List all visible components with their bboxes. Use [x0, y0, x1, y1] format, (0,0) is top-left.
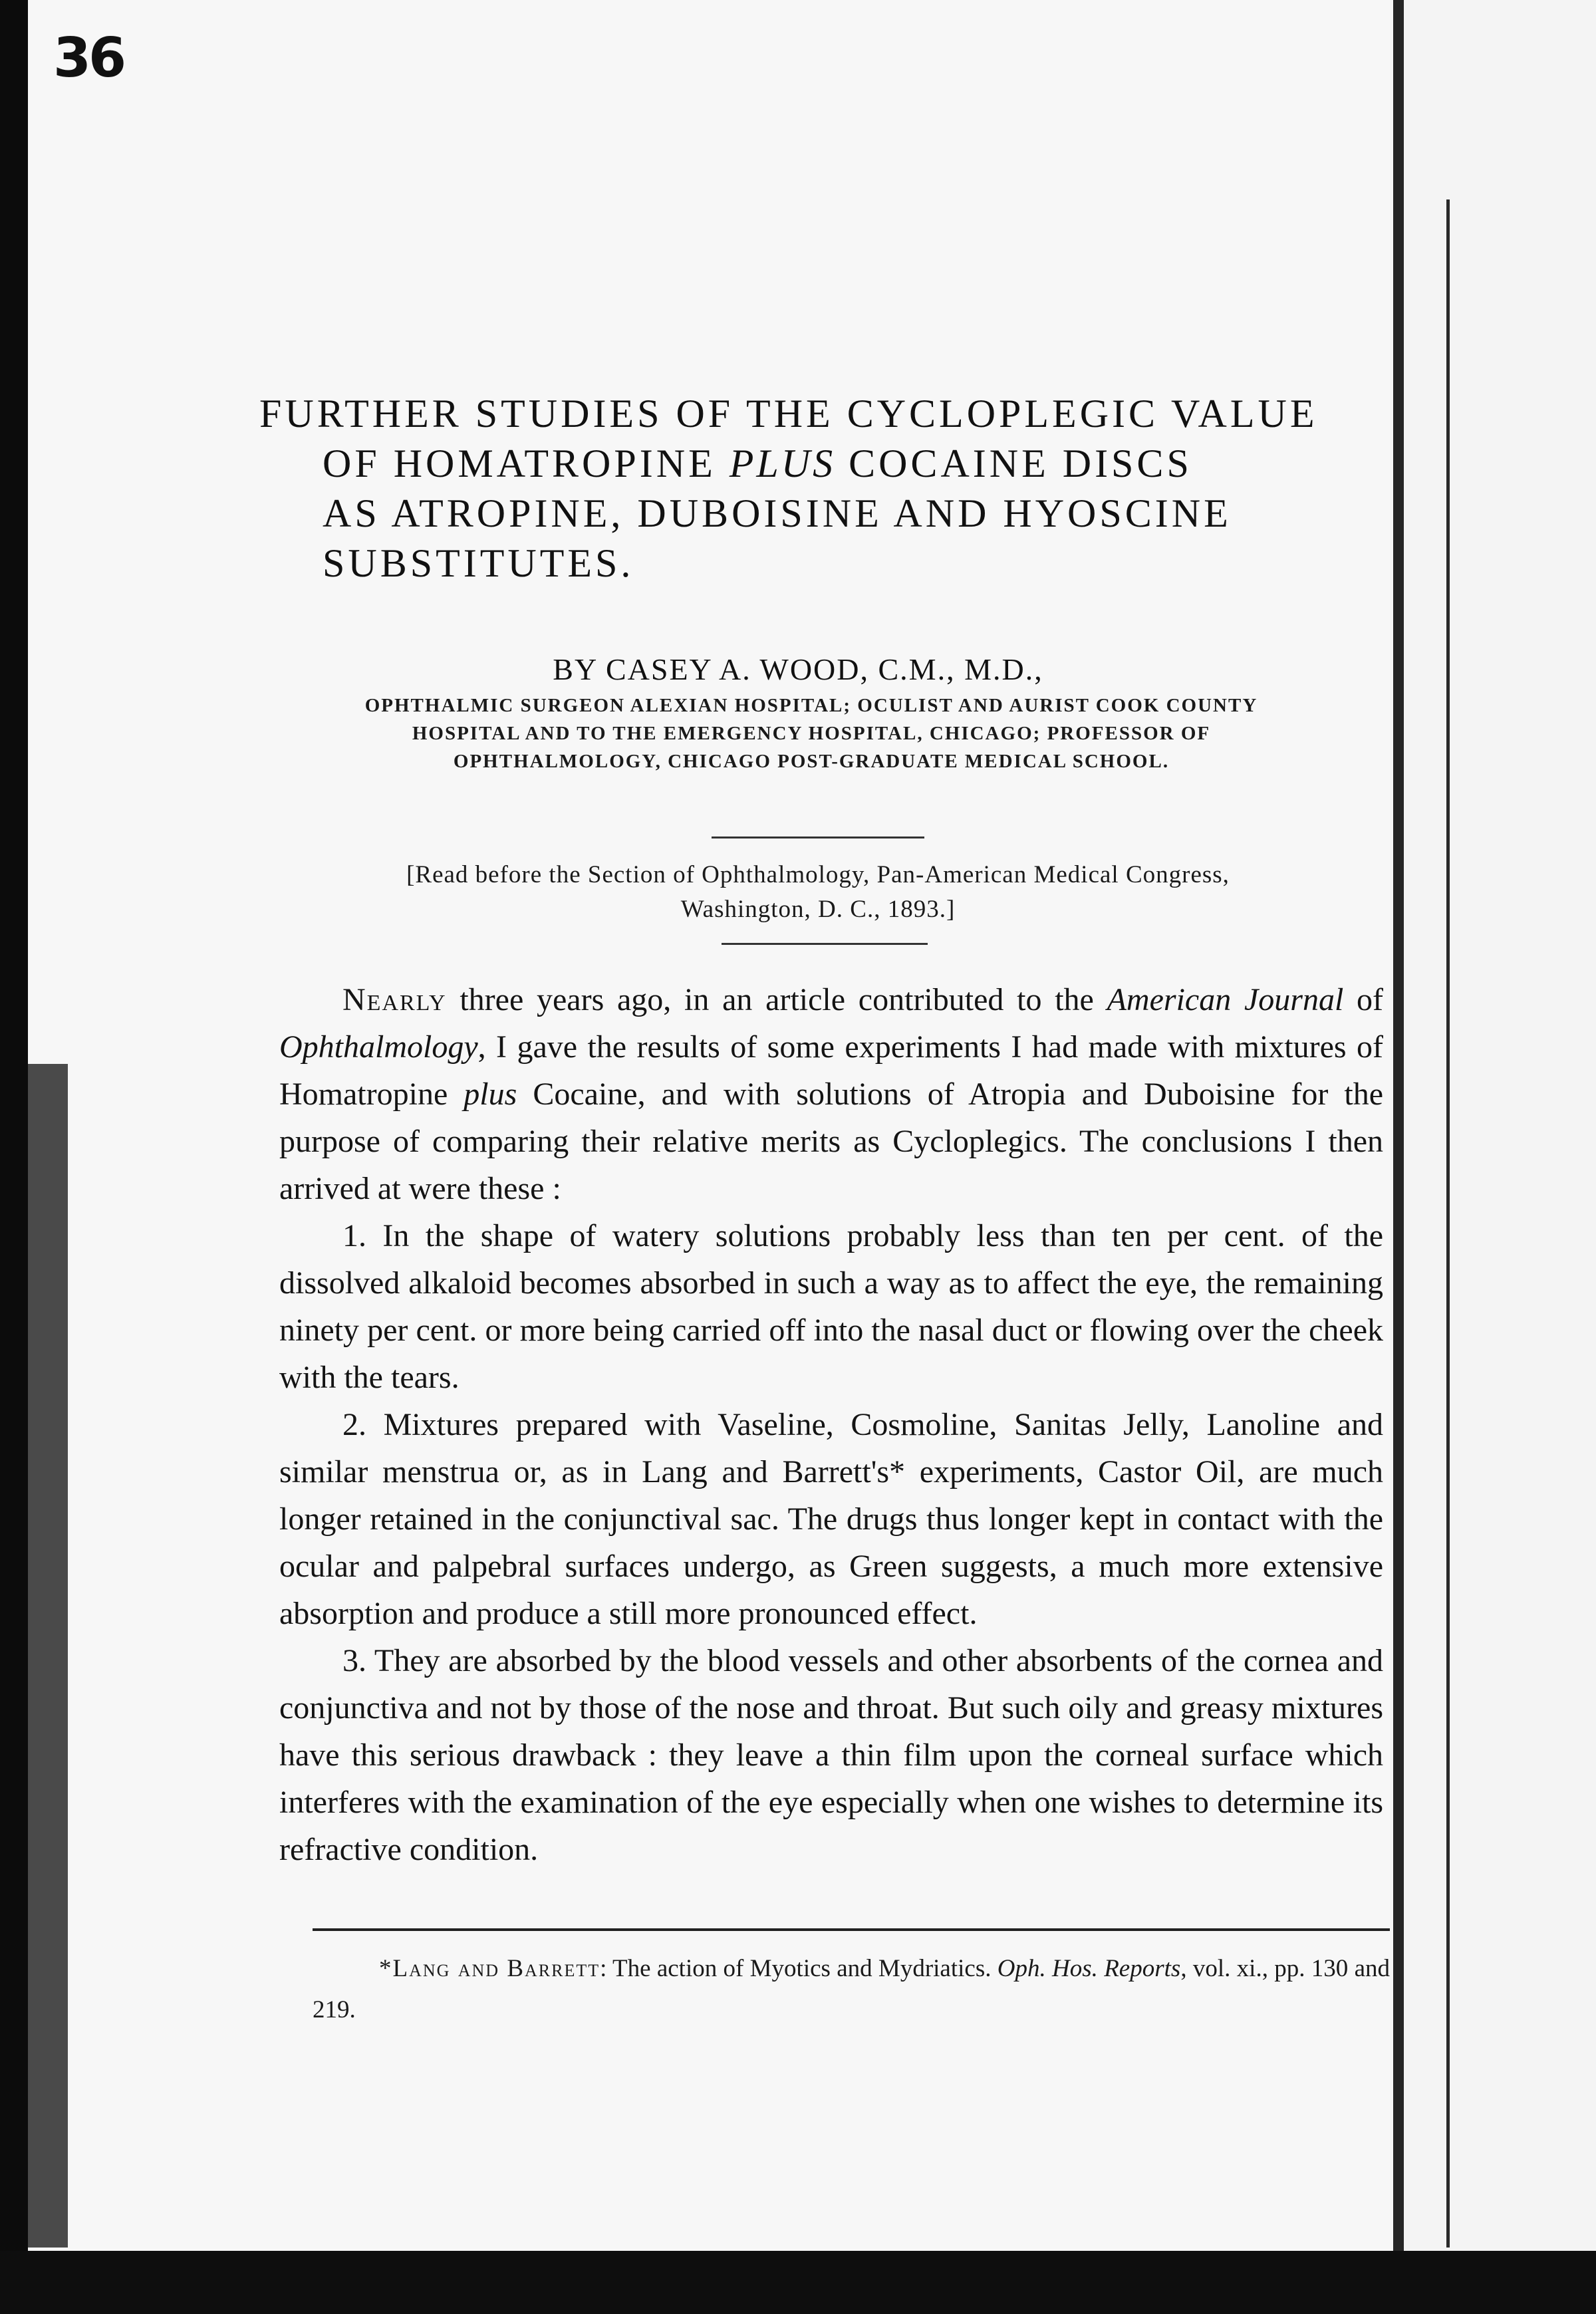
- divider-rule: [722, 943, 928, 945]
- footnote-source: Oph. Hos. Reports: [997, 1955, 1181, 1982]
- intro-text: three years ago, in an article contributed to the: [446, 982, 1107, 1017]
- affiliation-line-3: OPHTHALMOLOGY, CHICAGO POST-GRADUATE MEDICAL SCHOOL.: [453, 751, 1170, 772]
- footnote: [313, 1948, 1390, 2031]
- conclusion-2: 2. Mixtures prepared with Vaseline, Cosmoline, Sanitas Jelly, Lanoline and similar menstrua or, as in Lang and Barrett's* experiments, Castor Oil, are much longer retained in the conjunctival sac. The drugs thus longer kept in contact with the ocular and palpebral surfaces undergo, as Green suggests, a much more extensive absorption and produce a still more pronounced effect.: [279, 1407, 1383, 1631]
- title-line-2-end: COCAINE DISCS: [849, 442, 1192, 485]
- footnote-text: : The action of Myotics and Mydriatics.: [600, 1955, 998, 1982]
- conclusion-3: 3. They are absorbed by the blood vessels and other absorbents of the cornea and conjunctiva and not by those of the nose and throat. But such oily and greasy mixtures have this serious drawback : they leave a thin film upon the corneal surface which interferes with the examination of the eye especially when one wishes to determine its refractive condition.: [279, 1643, 1383, 1867]
- footnote-authors: *Lang and Barrett: [379, 1955, 600, 1982]
- title-line-4: SUBSTITUTES.: [323, 541, 634, 585]
- scan-left-border: [0, 0, 28, 2314]
- lead-word: Nearly: [342, 982, 447, 1017]
- journal-name-2: Ophthalmology: [279, 1029, 478, 1065]
- conclusion-1: 1. In the shape of watery solutions probably less than ten per cent. of the dissolved alkaloid becomes absorbed in such a way as to affect the eye, the remaining ninety per cent. or more being carried off into the nasal duct or flowing over the cheek with the tears.: [279, 1218, 1383, 1395]
- plus-word: plus: [464, 1077, 517, 1112]
- divider-rule: [712, 836, 924, 838]
- affiliation-line-2: HOSPITAL AND TO THE EMERGENCY HOSPITAL, CHICAGO; PROFESSOR OF: [412, 723, 1211, 744]
- intro-paragraph: [279, 976, 1383, 1212]
- title-line-2-start: OF HOMATROPINE: [323, 442, 716, 485]
- intro-text: , I gave the results of some experiments I had made with mixtures of Homatropine: [279, 1029, 1383, 1112]
- title-line-3: AS ATROPINE, DUBOISINE AND HYOSCINE: [323, 491, 1232, 535]
- read-before-note: [279, 858, 1357, 927]
- title-line-1: FURTHER STUDIES OF THE CYCLOPLEGIC VALUE: [259, 392, 1318, 436]
- article-title: [259, 389, 1343, 588]
- title-plus: PLUS: [729, 442, 836, 485]
- journal-name: American Journal: [1107, 982, 1344, 1017]
- footnote-rule: [313, 1928, 1390, 1931]
- adjacent-page-edge-line: [1446, 199, 1450, 2248]
- scan-left-shadow: [28, 1064, 68, 2248]
- footnote-ref: , vol. xi., pp. 130 and 219.: [313, 1955, 1390, 2023]
- article-body: [279, 976, 1383, 1873]
- author-affiliation: [273, 692, 1350, 775]
- page-number: 36: [53, 27, 124, 90]
- read-before-line-1: [Read before the Section of Ophthalmology, Pan-American Medical Congress,: [406, 861, 1230, 888]
- adjacent-page-strip: [1404, 0, 1596, 2314]
- title-line-2: [259, 439, 1343, 489]
- author-byline: BY CASEY A. WOOD, C.M., M.D.,: [553, 652, 1043, 686]
- affiliation-line-1: OPHTHALMIC SURGEON ALEXIAN HOSPITAL; OCULIST AND AURIST COOK COUNTY: [364, 695, 1258, 716]
- read-before-line-2: Washington, D. C., 1893.]: [680, 896, 956, 923]
- intro-text: of: [1343, 982, 1384, 1017]
- scan-bottom-border: [0, 2251, 1596, 2314]
- page-right-edge: [1393, 0, 1404, 2314]
- intro-text: Cocaine, and with solutions of Atropia and Duboisine for the purpose of comparing their relative merits as Cycloplegics. The conclusions I then arrived at were these :: [279, 1077, 1384, 1206]
